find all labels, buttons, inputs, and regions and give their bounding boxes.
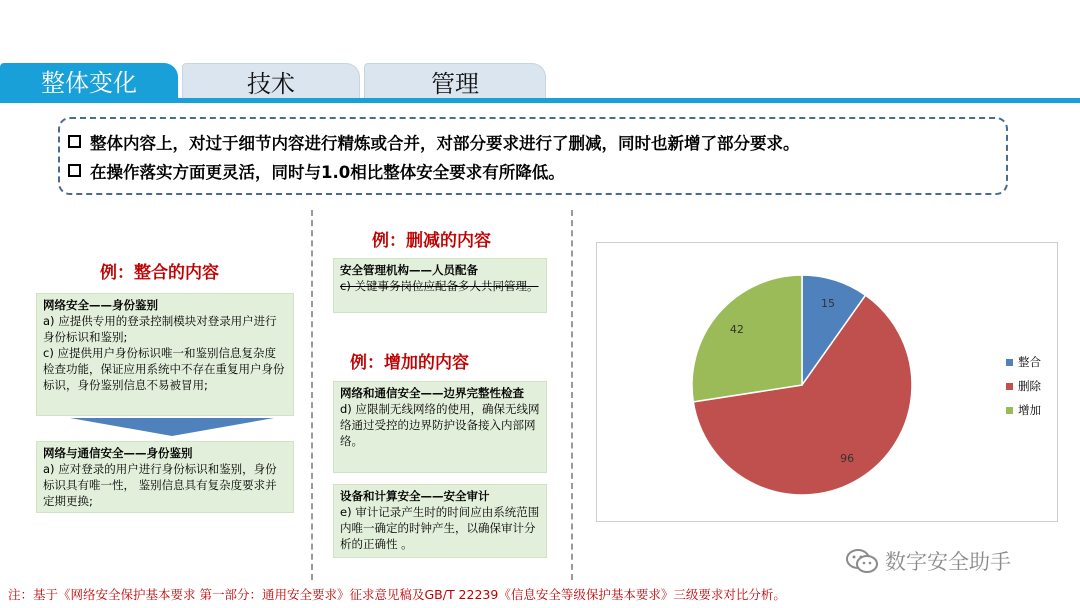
pie-data-label: 96 — [840, 451, 855, 465]
watermark-text: 数字安全助手 — [885, 550, 1011, 574]
footnote: 注：基于《网络安全保护基本要求 第一部分：通用安全要求》征求意见稿及GB/T 22239《信息安全等级保护基本要求》三级要求对比分析。 — [8, 587, 786, 602]
legend-swatch — [1006, 359, 1013, 366]
legend-swatch — [1006, 407, 1013, 414]
pie-slice-add — [692, 275, 802, 402]
merge-box1-text-c: c) 应提供用户身份标识唯一和鉴别信息复杂度检查功能，保证应用系统中不存在重复用户身份标识，身份鉴别信息不易被冒用; — [43, 346, 285, 392]
merge-box1-text-a: a) 应提供专用的登录控制模块对登录用户进行身份标识和鉴别; — [43, 314, 277, 344]
merge-box-after — [36, 441, 294, 513]
divider-left — [311, 210, 313, 580]
tab-overall-change[interactable]: 整体变化 — [0, 63, 178, 98]
merge-box-before — [36, 293, 294, 416]
legend-label: 整合 — [1018, 355, 1041, 369]
checkbox-square-icon — [68, 164, 81, 177]
add-box-2 — [333, 484, 547, 558]
wechat-icon — [845, 548, 879, 574]
down-arrow-icon — [70, 418, 274, 436]
tab-underline — [0, 98, 1080, 103]
summary-text-1: 整体内容上，对过于细节内容进行精炼或合并，对部分要求进行了删减，同时也新增了部分要求。 — [90, 133, 800, 153]
pie-data-label: 15 — [821, 297, 836, 311]
merge-box2-text: a) 应对登录的用户进行身份标识和鉴别，身份标识具有唯一性， 鉴别信息具有复杂度要求并定期更换; — [43, 462, 277, 508]
delete-box-text: c) 关键事务岗位应配备多人共同管理。 — [340, 279, 539, 293]
legend-item-delete — [1006, 374, 1041, 398]
add-box1-text: d) 应限制无线网络的使用，确保无线网络通过受控的边界防护设备接入内部网络。 — [340, 402, 540, 448]
pie-data-label: 42 — [729, 323, 744, 337]
legend-item-add — [1006, 398, 1041, 422]
legend-swatch — [1006, 383, 1013, 390]
legend-item-merge — [1006, 350, 1041, 374]
summary-text-2: 在操作落实方面更灵活，同时与1.0相比整体安全要求有所降低。 — [90, 162, 565, 182]
legend-label: 增加 — [1018, 403, 1041, 417]
merge-box2-heading: 网络与通信安全——身份鉴别 — [43, 446, 193, 460]
summary-box — [58, 117, 1008, 195]
pie-chart-frame — [596, 242, 1058, 522]
tab-management[interactable]: 管理 — [364, 63, 546, 98]
legend-label: 删除 — [1018, 379, 1041, 393]
chart-legend — [1006, 350, 1041, 422]
divider-right — [571, 210, 573, 580]
checkbox-square-icon — [68, 135, 81, 148]
merge-box1-heading: 网络安全——身份鉴别 — [43, 298, 158, 312]
add-box2-heading: 设备和计算安全——安全审计 — [340, 489, 490, 503]
add-box1-heading: 网络和通信安全——边界完整性检查 — [340, 386, 524, 400]
add-title: 例：增加的内容 — [350, 353, 469, 373]
delete-title: 例：删减的内容 — [372, 231, 491, 251]
watermark — [845, 546, 1011, 576]
merge-title: 例：整合的内容 — [100, 263, 219, 283]
summary-line-2 — [68, 156, 1006, 185]
pie-chart — [597, 243, 1057, 521]
tab-technology[interactable]: 技术 — [182, 63, 360, 98]
add-box2-text: e) 审计记录产生时的时间应由系统范围内唯一确定的时钟产生，以确保审计分析的正确性 。 — [340, 505, 540, 551]
delete-box — [333, 258, 547, 313]
delete-box-heading: 安全管理机构——人员配备 — [340, 263, 478, 277]
add-box-1 — [333, 381, 547, 473]
summary-line-1 — [68, 127, 1006, 156]
